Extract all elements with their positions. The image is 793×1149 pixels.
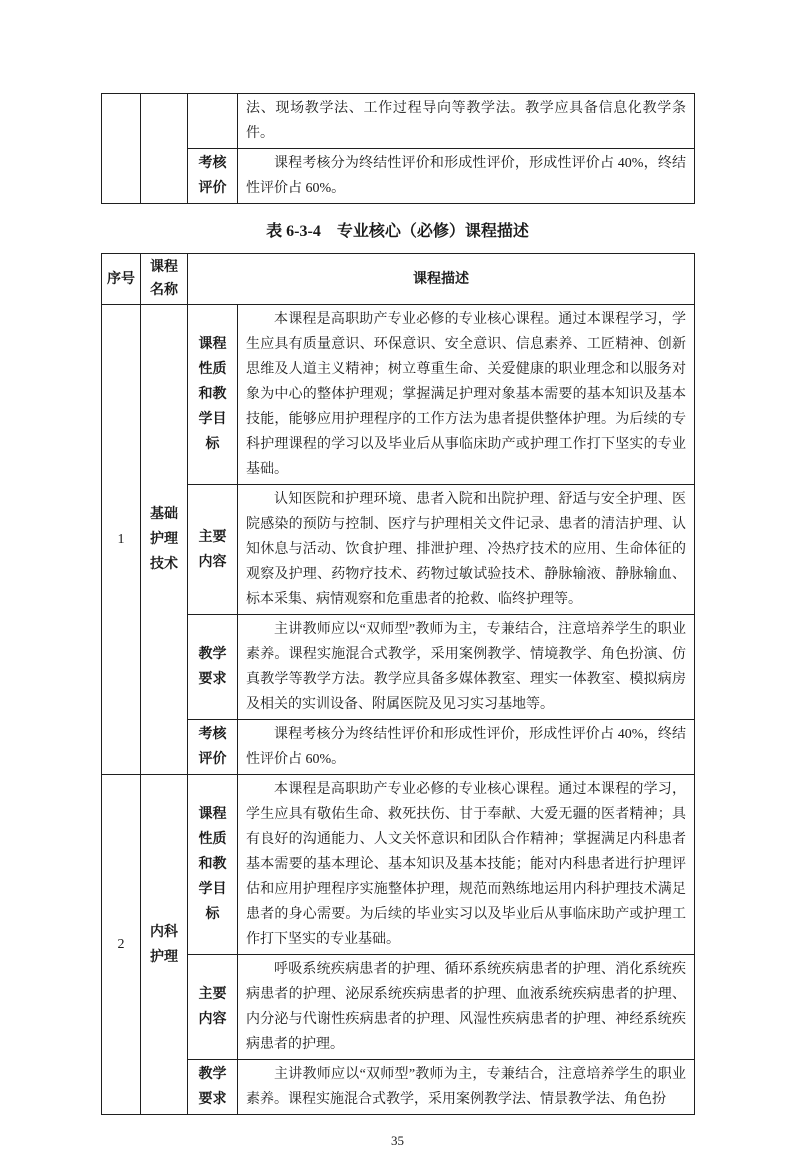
course-name-cell: 基础护理技术 <box>141 305 188 775</box>
assessment-text: 课程考核分为终结性评价和形成性评价，形成性评价占 40%，终结性评价占 60%。 <box>246 156 686 196</box>
section-label-cell: 教学要求 <box>188 1060 238 1115</box>
course-2-section-3 <box>102 1060 695 1115</box>
section-label-cell: 考核评价 <box>188 720 238 775</box>
page-number: 35 <box>391 1133 404 1148</box>
course-number-cell: 1 <box>102 305 141 775</box>
section-label-cell: 考核评价 <box>188 149 238 204</box>
header-desc: 课程描述 <box>188 254 695 305</box>
section-label-cell: 主要内容 <box>188 485 238 615</box>
section-content-cell <box>238 94 695 149</box>
page-content <box>101 93 694 1149</box>
section-content-cell <box>238 305 695 485</box>
section-label-cell: 教学要求 <box>188 615 238 720</box>
section-label-cell: 课程性质和教学目标 <box>188 305 238 485</box>
header-name: 课程名称 <box>141 254 188 305</box>
course-1-section-4 <box>102 720 695 775</box>
section-label-cell: 主要内容 <box>188 955 238 1060</box>
table-title: 表 6-3-4 专业核心（必修）课程描述 <box>266 223 529 240</box>
section-text: 本课程是高职助产专业必修的专业核心课程。通过本课程学习，学生应具有质量意识、环保意识、安全意识、信息素养、工匠精神、创新思维及人道主义精神；树立尊重生命、关爱健康的职业理念和以服务对象为中心的整体护理观；掌握满足护理对象基本需要的基本知识及基本技能，能够应用护理程序的工作方法为患者提供整体护理。为后续的专科护理课程的学习以及毕业后从事临床助产或护理工作打下坚实的专业基础。 <box>246 312 686 477</box>
section-content-cell <box>238 1060 695 1115</box>
section-content-cell <box>238 720 695 775</box>
header-no: 序号 <box>102 254 141 305</box>
empty-label-cell <box>188 94 238 149</box>
section-content-cell <box>238 955 695 1060</box>
continuation-row-2 <box>102 149 695 204</box>
section-content-cell <box>238 775 695 955</box>
course-number-cell: 2 <box>102 775 141 1115</box>
course-table <box>101 253 695 1115</box>
section-content-cell <box>238 149 695 204</box>
course-1-section-3 <box>102 615 695 720</box>
course-2-section-2 <box>102 955 695 1060</box>
section-content-cell <box>238 485 695 615</box>
section-text: 课程考核分为终结性评价和形成性评价，形成性评价占 40%，终结性评价占 60%。 <box>246 727 686 767</box>
section-content-cell <box>238 615 695 720</box>
section-text: 呼吸系统疾病患者的护理、循环系统疾病患者的护理、消化系统疾病患者的护理、泌尿系统疾病患者的护理、血液系统疾病患者的护理、内分泌与代谢性疾病患者的护理、风湿性疾病患者的护理、神经系统疾病患者的护理。 <box>246 962 686 1052</box>
section-label-cell: 课程性质和教学目标 <box>188 775 238 955</box>
course-1-section-2 <box>102 485 695 615</box>
empty-name-cell <box>141 94 188 204</box>
course-1-section-1 <box>102 305 695 485</box>
section-text: 主讲教师应以“双师型”教师为主，专兼结合，注意培养学生的职业素养。课程实施混合式教学，采用案例教学、情境教学、角色扮演、仿真教学等教学方法。教学应具备多媒体教室、理实一体教室、模拟病房及相关的实训设备、附属医院及见习实习基地等。 <box>246 622 686 712</box>
table-header-row <box>102 254 695 305</box>
continuation-row-1 <box>102 94 695 149</box>
section-text: 本课程是高职助产专业必修的专业核心课程。通过本课程的学习，学生应具有敬佑生命、救死扶伤、甘于奉献、大爱无疆的医者精神；具有良好的沟通能力、人文关怀意识和团队合作精神；掌握满足内科患者基本需要的基本理论、基本知识及基本技能；能对内科患者进行护理评估和应用护理程序实施整体护理，规范而熟练地运用内科护理技术满足患者的身心需要。为后续的毕业实习以及毕业后从事临床助产或护理工作打下坚实的专业基础。 <box>246 782 686 947</box>
course-2-section-1 <box>102 775 695 955</box>
course-name-cell: 内科护理 <box>141 775 188 1115</box>
section-text: 认知医院和护理环境、患者入院和出院护理、舒适与安全护理、医院感染的预防与控制、医疗与护理相关文件记录、患者的清洁护理、认知休息与活动、饮食护理、排泄护理、冷热疗技术的应用、生命体征的观察及护理、药物疗技术、药物过敏试验技术、静脉输液、静脉输血、标本采集、病情观察和危重患者的抢救、临终护理等。 <box>246 492 686 607</box>
continuation-text: 法、现场教学法、工作过程导向等教学法。教学应具备信息化教学条件。 <box>246 101 686 141</box>
continuation-table <box>101 93 695 204</box>
empty-no-cell <box>102 94 141 204</box>
section-text: 主讲教师应以“双师型”教师为主，专兼结合，注意培养学生的职业素养。课程实施混合式教学，采用案例教学法、情景教学法、角色扮 <box>246 1067 686 1107</box>
